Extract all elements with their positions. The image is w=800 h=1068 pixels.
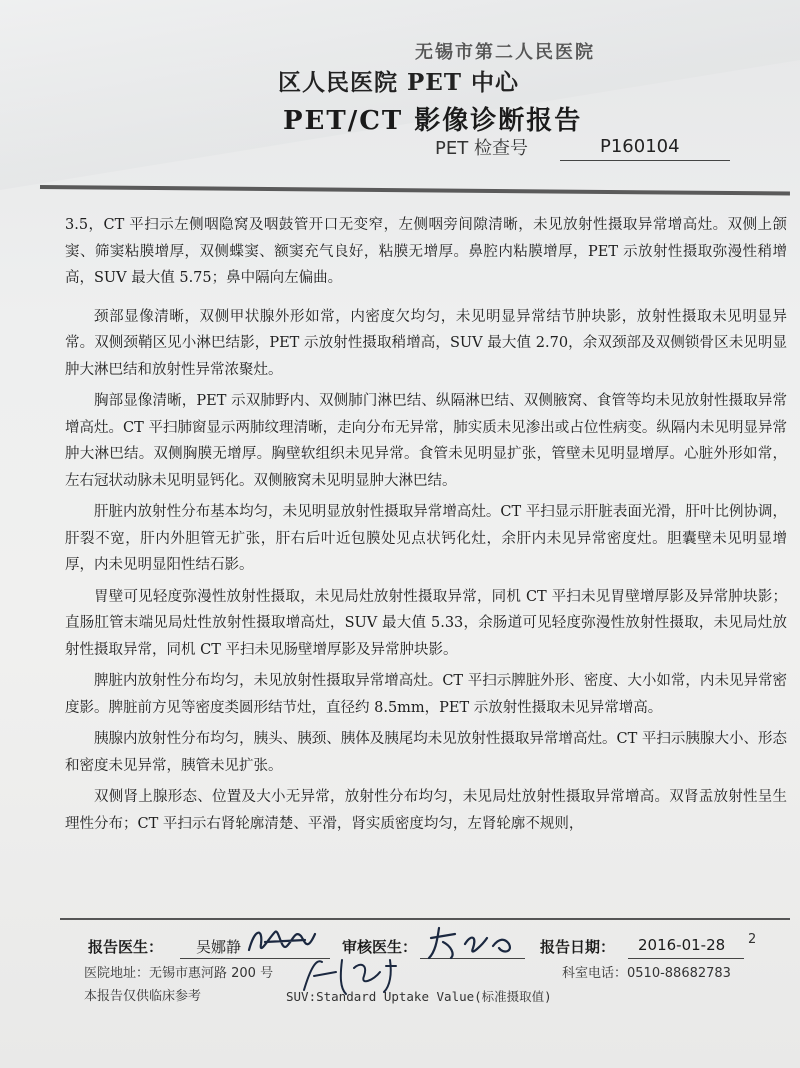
findings-paragraph: 3.5，CT 平扫示左侧咽隐窝及咽鼓管开口无变窄，左侧咽旁间隙清晰，未见放射性摄取异常增高灶。双侧上颌窦、筛窦粘膜增厚，双侧蝶窦、额窦充气良好，粘膜无增厚。鼻腔内粘膜增厚，PET 示放射性摄取弥漫性稍增高，SUV 最大值 5.75；鼻中隔向左偏曲。 (65, 217, 787, 286)
date-label: 报告日期： (540, 938, 616, 956)
page-number: 2 (748, 932, 757, 947)
reviewer-signature (425, 924, 520, 962)
report-date: 2016-01-28 (638, 936, 726, 954)
findings-paragraph: 肝脏内放射性分布基本均匀，未见明显放射性摄取异常增高灶。CT 平扫显示肝脏表面光滑，肝叶比例协调，肝裂不宽，肝内外胆管无扩张，肝右后叶近包膜处见点状钙化灶，余肝内未见异常密度灶。胆囊壁未见明显增厚，内未见明显阳性结石影。 (65, 504, 787, 573)
department-phone: 科室电话：0510-88682783 (562, 966, 731, 981)
hospital-address: 医院地址：无锡市惠河路 200 号 (84, 966, 274, 981)
disclaimer: 本报告仅供临床参考 (84, 989, 202, 1004)
findings-paragraph: 颈部显像清晰，双侧甲状腺外形如常，内密度欠均匀，未见明显异常结节肿块影，放射性摄取未见明显异常。双侧颈鞘区见小淋巴结影，PET 示放射性摄取稍增高，SUV 最大值 2.70，余双颈部及双侧锁骨区未见明显肿大淋巴结和放射性异常浓聚灶。 (65, 308, 787, 378)
report-title: PET/CT 影像诊断报告 (283, 106, 583, 136)
findings-paragraph: 胸部显像清晰，PET 示双肺野内、双侧肺门淋巴结、纵隔淋巴结、双侧腋窝、食管等均未见放射性摄取异常增高灶。CT 平扫肺窗显示两肺纹理清晰，走向分布无异常，肺实质未见渗出或占位性病变。纵隔内未见明显异常肿大淋巴结。双侧胸膜无增厚。胸壁软组织未见异常。食管未见明显扩张，管壁未见明显增厚。心脏外形如常，左右冠状动脉未见明显钙化。双侧腋窝未见明显肿大淋巴结。 (65, 393, 787, 489)
findings-paragraph: 双侧肾上腺形态、位置及大小无异常，放射性分布均匀，未见局灶放射性摄取异常增高。双肾盂放射性呈生理性分布；CT 平扫示右肾轮廓清楚、平滑，肾实质密度均匀，左肾轮廓不规则， (65, 789, 787, 832)
header-divider (40, 185, 790, 196)
date-underline (628, 958, 744, 959)
reporter-label: 报告医生： (88, 938, 164, 956)
findings-paragraph: 胃壁可见轻度弥漫性放射性摄取，未见局灶放射性摄取异常，同机 CT 平扫未见胃壁增厚影及异常肿块影；直肠肛管末端见局灶性放射性摄取增高灶，SUV 最大值 5.33，余肠道可见轻度弥漫性放射性摄取，未见局灶放射性摄取异常，同机 CT 平扫未见肠壁增厚影及异常肿块影。 (65, 588, 787, 658)
pet-number-underline (560, 160, 730, 161)
findings-paragraph: 脾脏内放射性分布均匀，未见放射性摄取异常增高灶。CT 平扫示脾脏外形、密度、大小如常，内未见异常密度影。脾脏前方见等密度类圆形结节灶，直径约 8.5mm，PET 示放射性摄取未见异常增高。 (65, 673, 787, 716)
hospital-name-fragment (415, 38, 595, 52)
pet-number-value: P160104 (600, 136, 680, 157)
reviewer-label: 审核医生： (342, 938, 418, 956)
hospital-name: 区人民医院 PET 中心 (278, 69, 519, 96)
reporter-name: 吴娜静 (196, 938, 242, 956)
pet-number-label: PET 检查号 (435, 138, 528, 159)
findings-text (65, 212, 787, 842)
suv-definition: SUV:Standard Uptake Value(标准摄取值) (286, 989, 552, 1004)
footer-divider (60, 918, 790, 920)
findings-paragraph: 胰腺内放射性分布均匀，胰头、胰颈、胰体及胰尾均未见放射性摄取异常增高灶。CT 平扫示胰腺大小、形态和密度未见异常，胰管未见扩张。 (65, 731, 787, 774)
